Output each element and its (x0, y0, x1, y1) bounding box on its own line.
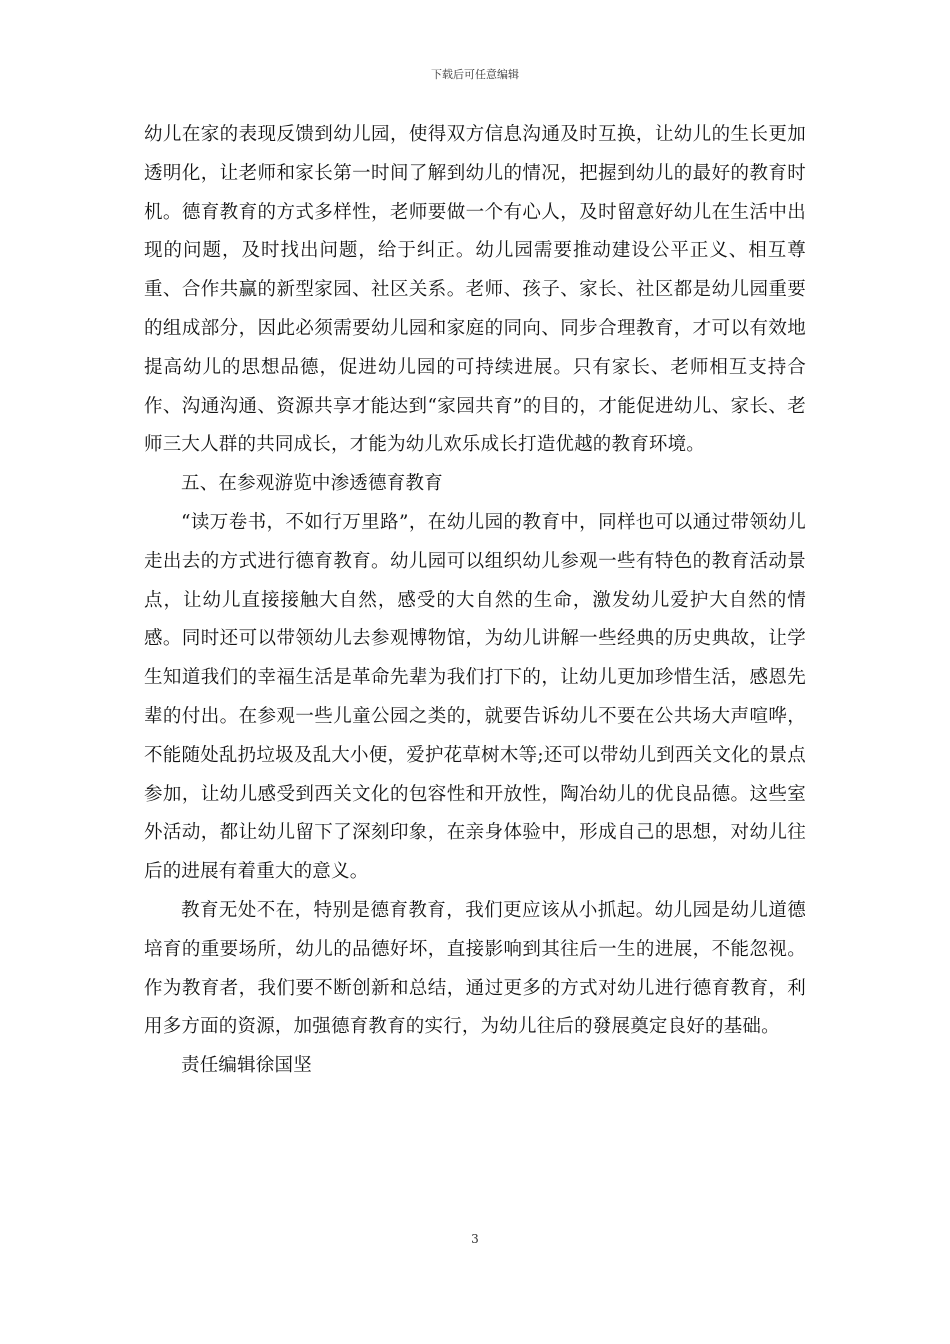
page-header: 下载后可任意编辑 (431, 68, 519, 81)
body-paragraph: 幼儿在家的表现反馈到幼儿园，使得双方信息沟通及时互换，让幼儿的生长更加透明化，让老师和家长第一时间了解到幼儿的情况，把握到幼儿的最好的教育时机。德育教育的方式多样性，老师要做一个有心人，及时留意好幼儿在生活中出现的问题，及时找出问题，给于纠正。幼儿园需要推动建设公平正义、相互尊重、合作共赢的新型家园、社区关系。老师、孩子、家长、社区都是幼儿园重要的组成部分，因此必须需要幼儿园和家庭的同向、同步合理教育，才可以有效地提高幼儿的思想品德，促进幼儿园的可持续进展。只有家长、老师相互支持合作、沟通沟通、资源共享才能达到“家园共育”的目的，才能促进幼儿、家长、老师三大人群的共同成长，才能为幼儿欢乐成长打造优越的教育环境。 (144, 124, 806, 456)
body-paragraph: 教育无处不在，特别是德育教育，我们更应该从小抓起。幼儿园是幼儿道德培育的重要场所，幼儿的品德好坏，直接影响到其往后一生的进展，不能忽视。作为教育者，我们要不断创新和总结，通过更多的方式对幼儿进行德育教育，利用多方面的资源，加强德育教育的实行，为幼儿往后的發展奠定良好的基础。 (144, 899, 806, 1038)
page-number: 3 (471, 1232, 479, 1246)
section-heading: 五、在参观游览中渗透德育教育 (181, 473, 443, 495)
body-paragraph: “读万卷书，不如行万里路”，在幼儿园的教育中，同样也可以通过带领幼儿走出去的方式进行德育教育。幼儿园可以组织幼儿参观一些有特色的教育活动景点，让幼儿直接接触大自然，感受的大自然的生命，激发幼儿爱护大自然的情感。同时还可以带领幼儿去参观博物馆，为幼儿讲解一些经典的历史典故，让学生知道我们的幸福生活是革命先辈为我们打下的，让幼儿更加珍惜生活，感恩先辈的付出。在参观一些儿童公园之类的，就要告诉幼儿不要在公共场大声喧哗，不能随处乱扔垃圾及乱大小便，爱护花草树木等;还可以带幼儿到西关文化的景点参加，让幼儿感受到西关文化的包容性和开放性，陶冶幼儿的优良品德。这些室外活动，都让幼儿留下了深刻印象，在亲身体验中，形成自己的思想，对幼儿往后的进展有着重大的意义。 (144, 511, 806, 883)
document-body (144, 116, 806, 1086)
editor-credit: 责任编辑徐国坚 (181, 1055, 312, 1077)
